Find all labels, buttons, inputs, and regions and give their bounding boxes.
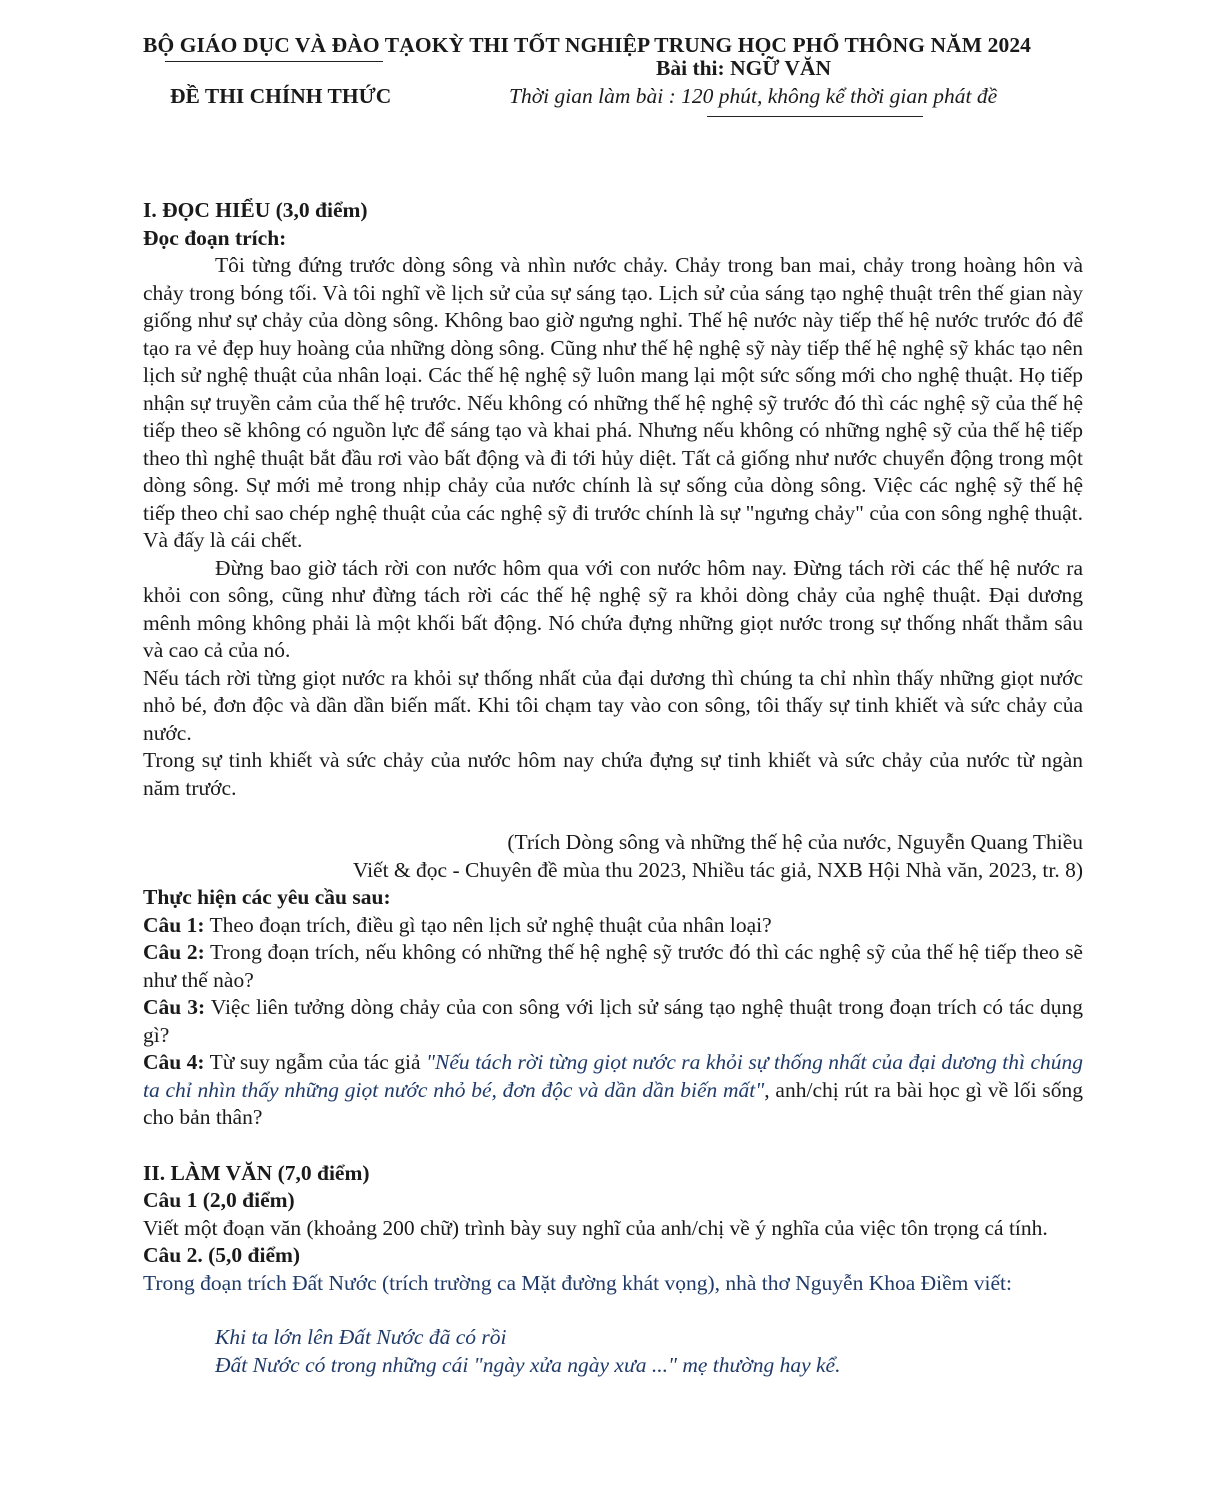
subject-label: Bài thi: NGỮ VĂN — [656, 56, 831, 80]
question-label: Câu 2: — [143, 940, 205, 964]
question-label: Câu 3: — [143, 995, 206, 1019]
question-label: Câu 4: — [143, 1050, 205, 1074]
passage-paragraph: Đừng bao giờ tách rời con nước hôm qua với con nước hôm nay. Đừng tách rời các thế hệ nước ra khỏi con sông, cũng như đừng tách rời các thế hệ nghệ sỹ ra khỏi dòng chảy của nghệ thuật. Đại dương mênh mông không phải là một khối bất động. Nó chứa đựng những giọt nước trong sự thống nhất thẳm sâu và cao cả của nó. — [143, 555, 1083, 662]
question-text: , anh/chị rút ra bài học gì về lối sống cho bản thân? — [143, 1077, 1083, 1129]
writing-q1-title: Câu 1 (2,0 điểm) — [143, 1188, 295, 1212]
question-1 — [143, 912, 1083, 940]
official-label: ĐỀ THI CHÍNH THỨC — [170, 84, 392, 108]
reading-instruction: Đọc đoạn trích: — [143, 225, 287, 250]
writing-q2-text: Trong đoạn trích Đất Nước (trích trường ca Mặt đường khát vọng), nhà thơ Nguyễn Khoa Điềm viết: — [143, 1270, 1012, 1295]
question-text: Trong đoạn trích, nếu không có những thế hệ nghệ sỹ trước đó thì các nghệ sỹ của thế hệ tiếp theo sẽ như thế nào? — [143, 940, 1083, 992]
question-4 — [143, 1049, 1083, 1132]
passage-paragraph: Trong sự tinh khiết và sức chảy của nước hôm nay chứa đựng sự tinh khiết và sức chảy của nước từ ngàn năm trước. — [143, 748, 1083, 800]
source-line-2: Viết & đọc - Chuyên đề mùa thu 2023, Nhiều tác giả, NXB Hội Nhà văn, 2023, tr. 8) — [352, 857, 1083, 882]
question-text: Theo đoạn trích, điều gì tạo nên lịch sử nghệ thuật của nhân loại? — [204, 912, 772, 937]
question-text: Việc liên tưởng dòng chảy của con sông với lịch sử sáng tạo nghệ thuật trong đoạn trích có tác dụng gì? — [143, 995, 1083, 1047]
writing-q1-text: Viết một đoạn văn (khoảng 200 chữ) trình bày suy nghĩ của anh/chị về ý nghĩa của việc tôn trọng cá tính. — [143, 1215, 1048, 1240]
question-quote: "Nếu tách rời từng giọt nước ra khỏi sự thống nhất của đại dương thì chúng ta chỉ nhìn thấy những giọt nước nhỏ bé, đơn độc và dần dần biến mất" — [143, 1050, 1083, 1102]
poem-excerpt — [143, 1324, 1083, 1379]
poem-line: Đất Nước có trong những cái "ngày xửa ngày xưa ..." mẹ thường hay kể. — [215, 1352, 841, 1377]
exam-page — [143, 32, 1083, 1379]
reading-section-title: I. ĐỌC HIỂU (3,0 điểm) — [143, 198, 368, 222]
writing-q2-title: Câu 2. (5,0 điểm) — [143, 1243, 301, 1267]
time-label: Thời gian làm bài : 120 phút, không kể thời gian phát đề — [509, 84, 998, 108]
passage-paragraph: Tôi từng đứng trước dòng sông và nhìn nước chảy. Chảy trong ban mai, chảy trong hoàng hôn và chảy trong bóng tối. Và tôi nghĩ về lịch sử của sự sáng tạo. Lịch sử của sáng tạo nghệ thuật trên thế gian này giống như sự chảy của dòng sông. Không bao giờ ngưng nghỉ. Thế hệ nước này tiếp thế hệ nước trước đó để tạo ra vẻ đẹp huy hoàng của những dòng sông. Cũng như thế hệ nghệ sỹ này tiếp thế hệ nghệ sỹ khác tạo nên lịch sử nghệ thuật của nhân loại. Các thế hệ nghệ sỹ luôn mang lại một sức sống mới cho nghệ thuật. Họ tiếp nhận sự truyền cảm của thế hệ trước. Nếu không có những thế hệ nghệ sỹ trước đó thì các nghệ sỹ của thế hệ tiếp theo sẽ không có nguồn lực để sáng tạo và khai phá. Nhưng nếu không có những nghệ sỹ của thế hệ tiếp theo thì nghệ thuật bắt đầu rơi vào bất động và đi tới hủy diệt. Tất cả giống như nước chuyển động trong một dòng sông. Sự mới mẻ trong nhịp chảy của nước chính là sự sống của dòng sông. Việc các nghệ sỹ thế hệ tiếp theo chỉ sao chép nghệ thuật của các nghệ sỹ đi trước chính là sự "ngưng chảy" của con sông nghệ thuật. Và đấy là cái chết. — [143, 253, 1083, 552]
source-citation — [143, 829, 1083, 884]
question-2 — [143, 939, 1083, 994]
question-text: Từ suy ngẫm của tác giả — [204, 1050, 426, 1074]
header-right-rule — [707, 116, 923, 117]
question-3 — [143, 994, 1083, 1049]
exam-header-row — [143, 56, 1083, 119]
passage-paragraph: Nếu tách rời từng giọt nước ra khỏi sự thống nhất của đại dương thì chúng ta chỉ nhìn thấy những giọt nước nhỏ bé, đơn độc và dần dần biến mất. Khi tôi chạm tay vào con sông, tôi thấy sự tinh khiết và sức chảy của nước. — [143, 665, 1083, 745]
source-line-1: (Trích Dòng sông và những thế hệ của nước, Nguyễn Quang Thiều — [507, 830, 1083, 854]
writing-section-title: II. LÀM VĂN (7,0 điểm) — [143, 1160, 370, 1185]
exam-header-title: BỘ GIÁO DỤC VÀ ĐÀO TẠOKỲ THI TỐT NGHIỆP TRUNG HỌC PHỔ THÔNG NĂM 2024 — [143, 33, 1032, 57]
header-left-rule — [165, 61, 383, 62]
tasks-title: Thực hiện các yêu cầu sau: — [143, 885, 391, 909]
poem-line: Khi ta lớn lên Đất Nước đã có rồi — [215, 1325, 507, 1349]
question-label: Câu 1: — [143, 912, 205, 937]
